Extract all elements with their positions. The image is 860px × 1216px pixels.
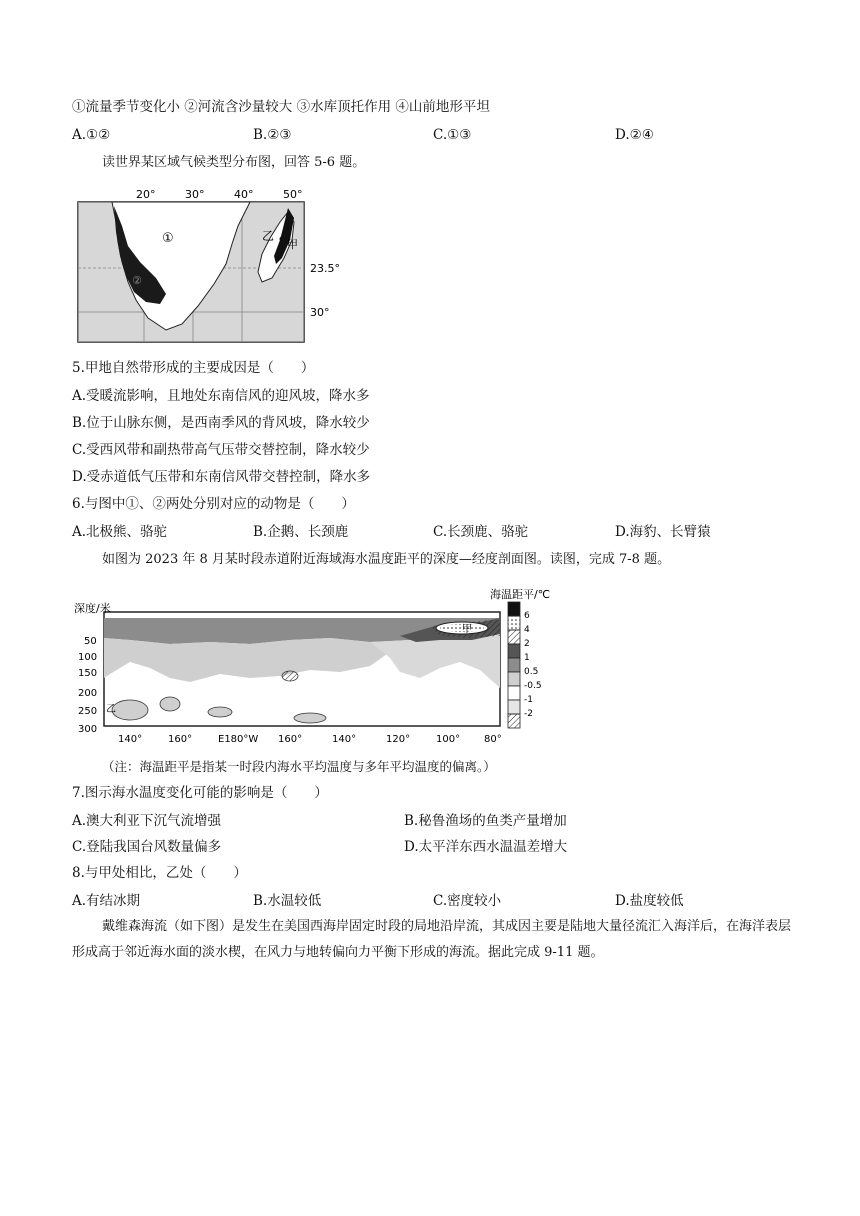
q4-option-d[interactable]: D.②④: [615, 127, 654, 143]
intro-9-11: 戴维森海流（如下图）是发生在美国西海岸固定时段的局地沿岸流，其成因主要是陆地大量径流汇入海洋后，在海洋表层形成高于邻近海水面的淡水楔，在风力与地转偏向力平衡下形成的海流。据此完成 9-11 题。: [72, 919, 792, 960]
depth-axis-label: 深度/米: [74, 602, 111, 615]
climate-map: [76, 182, 356, 344]
lon-label-50: 50°: [283, 188, 303, 201]
legend-value-neg-2: -2: [524, 709, 533, 719]
yi-label: 乙: [262, 229, 275, 243]
q6-option-b[interactable]: B.企鹅、长颈鹿: [253, 524, 349, 540]
q5-option-c[interactable]: C.受西风带和副热带高气压带交替控制，降水较少: [72, 442, 370, 458]
legend-value-neg-0-5: -0.5: [524, 681, 542, 691]
q7-stem: 7.图示海水温度变化可能的影响是（ ）: [72, 785, 328, 801]
legend-value-1: 1: [524, 653, 530, 663]
region-1-label: ①: [162, 231, 174, 246]
legend-value-0-5: 0.5: [524, 667, 539, 677]
q7-option-c[interactable]: C.登陆我国台风数量偏多: [72, 839, 222, 855]
jia-label: 甲: [287, 238, 298, 251]
q6-stem: 6.与图中①、②两处分别对应的动物是（ ）: [72, 496, 355, 512]
q8-option-b[interactable]: B.水温较低: [253, 893, 322, 909]
q7-option-d[interactable]: D.太平洋东西水温温差增大: [404, 839, 568, 855]
q5-stem: 5.甲地自然带形成的主要成因是（ ）: [72, 360, 315, 376]
depth-tick-250: 250: [78, 706, 98, 717]
legend-title: 海温距平/℃: [490, 588, 551, 601]
intro-5-6: 读世界某区域气候类型分布图，回答 5-6 题。: [102, 155, 366, 170]
q5-option-d[interactable]: D.受赤道低气压带和东南信风带交替控制，降水多: [72, 469, 371, 485]
lon-tick-80w: 80°: [484, 734, 502, 745]
depth-tick-300: 300: [78, 724, 98, 735]
lon-tick-100w: 100°: [436, 734, 461, 745]
lon-label-30: 30°: [185, 188, 205, 201]
depth-tick-150: 150: [78, 668, 98, 679]
q8-option-a[interactable]: A.有结冰期: [72, 893, 141, 909]
lon-tick-140e: 140°: [118, 734, 143, 745]
q4-option-b[interactable]: B.②③: [253, 127, 292, 143]
legend-value-6: 6: [524, 611, 530, 621]
q7-option-a[interactable]: A.澳大利亚下沉气流增强: [72, 813, 222, 829]
q8-option-c[interactable]: C.密度较小: [433, 893, 502, 909]
lon-tick-120w: 120°: [386, 734, 411, 745]
region-2-label: ②: [132, 274, 142, 287]
depth-tick-100: 100: [78, 652, 98, 663]
q4-option-a[interactable]: A.①②: [72, 127, 111, 143]
depth-tick-200: 200: [78, 688, 98, 699]
legend-value-4: 4: [524, 625, 530, 635]
q4-statements: ①流量季节变化小 ②河流含沙量较大 ③水库顶托作用 ④山前地形平坦: [72, 99, 490, 115]
lat-label-30: 30°: [310, 306, 330, 319]
yi-mark: 乙: [106, 704, 116, 715]
q6-option-d[interactable]: D.海豹、长臂猿: [615, 524, 711, 540]
lon-tick-140w: 140°: [332, 734, 357, 745]
q6-option-a[interactable]: A.北极熊、骆驼: [72, 524, 168, 540]
legend-value-neg-1: -1: [524, 695, 533, 705]
q4-option-c[interactable]: C.①③: [433, 127, 472, 143]
lat-label-23-5: 23.5°: [310, 262, 340, 275]
q8-option-d[interactable]: D.盐度较低: [615, 893, 684, 909]
temperature-anomaly-section: [70, 578, 560, 750]
jia-mark: 甲: [462, 624, 472, 635]
lon-tick-180: E180°W: [218, 734, 259, 745]
q5-option-b[interactable]: B.位于山脉东侧，是西南季风的背风坡，降水较少: [72, 415, 370, 431]
lon-label-40: 40°: [234, 188, 254, 201]
q5-option-a[interactable]: A.受暖流影响，且地处东南信风的迎风坡，降水多: [72, 388, 370, 404]
q6-option-c[interactable]: C.长颈鹿、骆驼: [433, 524, 529, 540]
intro-7-8: 如图为 2023 年 8 月某时段赤道附近海域海水温度距平的深度—经度剖面图。读图，完成 7-8 题。: [102, 552, 671, 567]
q7-option-b[interactable]: B.秘鲁渔场的鱼类产量增加: [404, 813, 567, 829]
lon-label-20: 20°: [136, 188, 156, 201]
note: （注：海温距平是指某一时段内海水平均温度与多年平均温度的偏离。）: [102, 759, 496, 774]
q8-stem: 8.与甲处相比，乙处（ ）: [72, 865, 247, 881]
lon-tick-160w: 160°: [278, 734, 303, 745]
depth-tick-50: 50: [84, 636, 97, 647]
legend-value-2: 2: [524, 639, 530, 649]
lon-tick-160e: 160°: [168, 734, 193, 745]
